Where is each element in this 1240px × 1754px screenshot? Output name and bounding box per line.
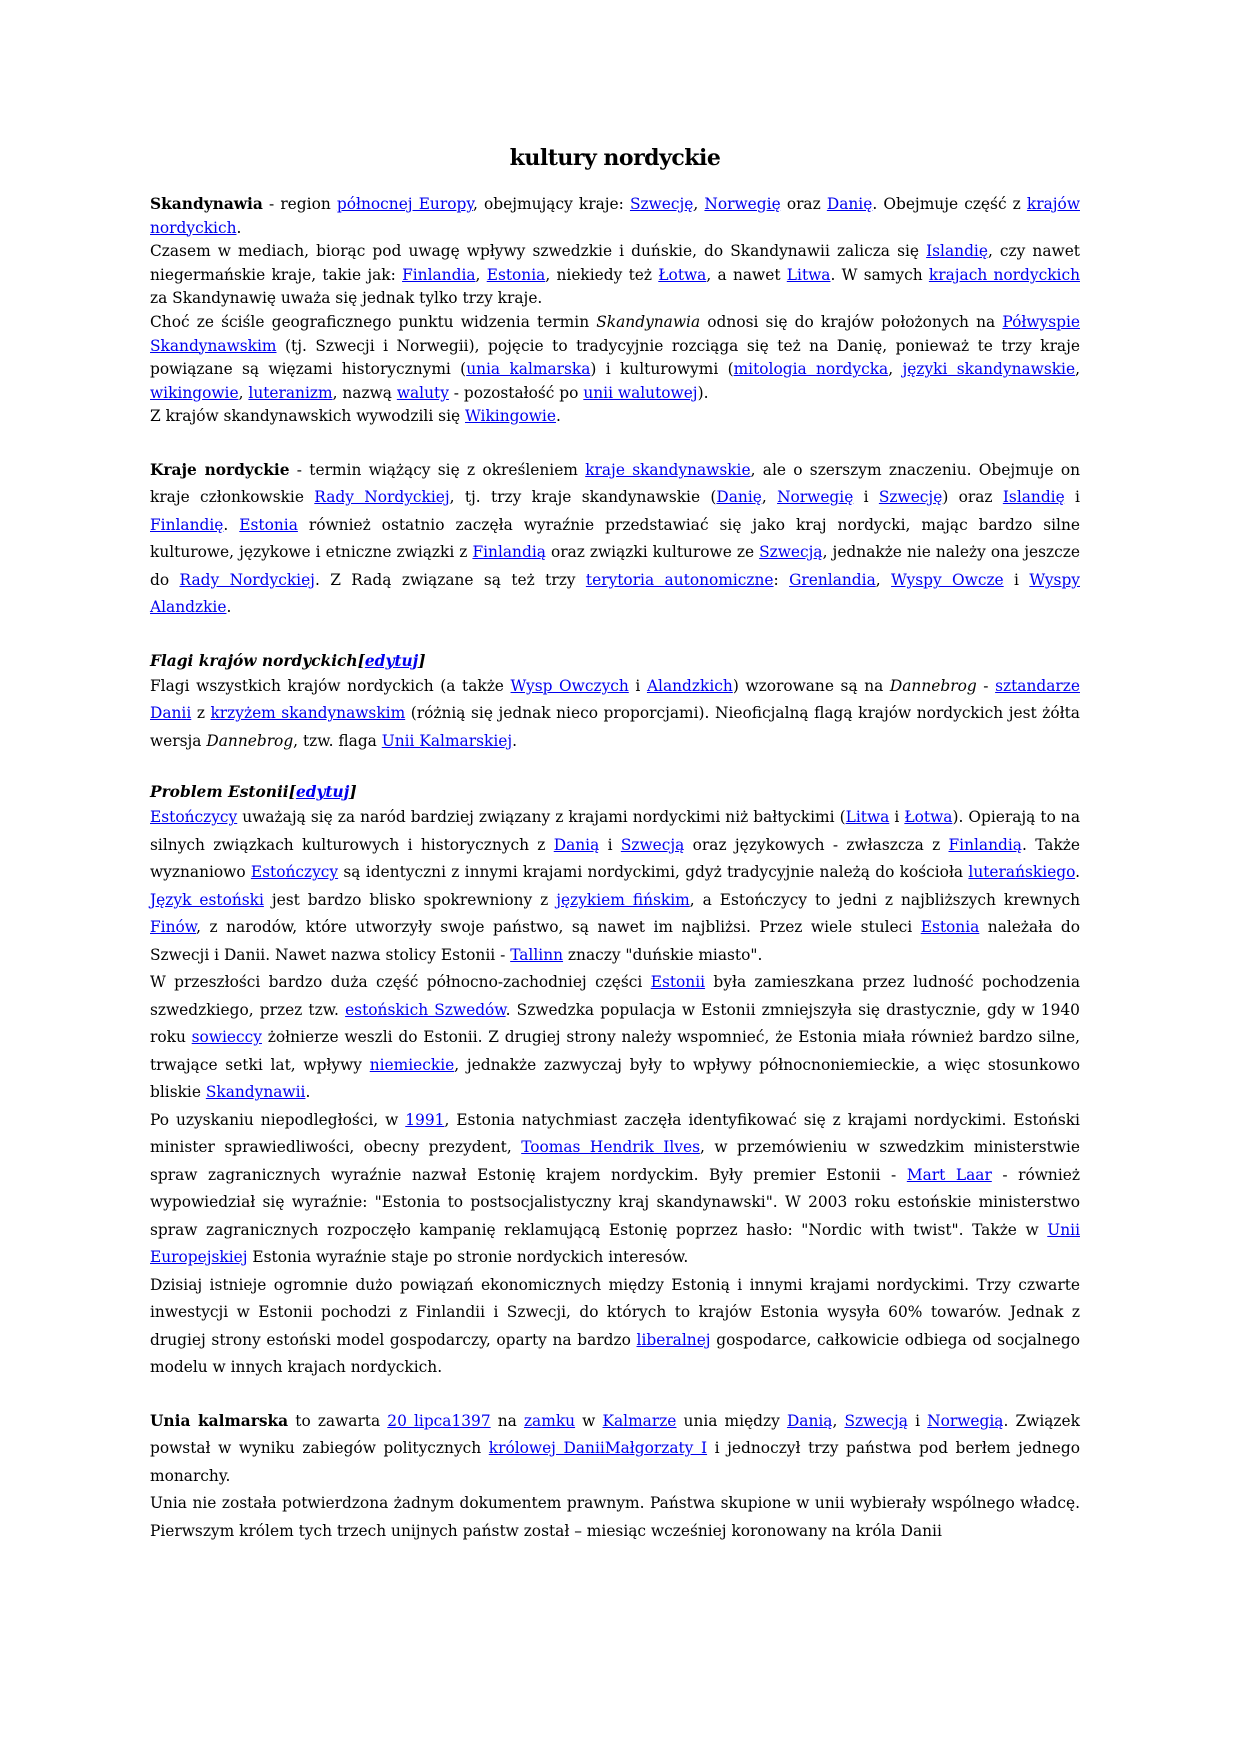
text: , jednakże zazwyczaj były to wpływy północnoniemieckie, a więc stosunkowo bliskie bbox=[150, 1055, 1080, 1102]
link[interactable]: wikingowie bbox=[150, 383, 239, 402]
text: Choć ze ściśle geograficznego punktu widzenia termin bbox=[150, 312, 597, 331]
link[interactable]: Szwecją bbox=[620, 835, 685, 854]
text: - bbox=[976, 676, 996, 695]
link[interactable]: Litwa bbox=[845, 808, 890, 827]
text: , z narodów, które utworzyły swoje państwo, są nawet im najbliżsi. Przez wiele stuleci bbox=[196, 918, 921, 937]
heading-text: ] bbox=[418, 651, 426, 670]
link[interactable]: Rady Nordyckiej bbox=[179, 570, 315, 589]
link[interactable]: 20 lipca1397 bbox=[387, 1411, 491, 1430]
text: należała do Szwecji i Danii. Nawet nazwa stolicy Estonii - bbox=[150, 918, 1080, 964]
text: Po uzyskaniu niepodległości, w bbox=[150, 1110, 406, 1129]
text: . bbox=[223, 515, 240, 534]
link[interactable]: zamku bbox=[523, 1411, 576, 1430]
text: i bbox=[908, 1411, 928, 1430]
text: ) oraz bbox=[942, 488, 1003, 507]
link[interactable]: Estonii bbox=[650, 973, 706, 992]
link[interactable]: Unii Kalmarskiej bbox=[381, 731, 513, 750]
paragraph bbox=[150, 673, 1080, 756]
link[interactable]: krajach nordyckich bbox=[928, 265, 1080, 284]
link[interactable]: językiem fińskim bbox=[556, 890, 690, 909]
paragraph bbox=[150, 1272, 1080, 1382]
text: i bbox=[628, 676, 647, 695]
link[interactable]: Estończycy bbox=[250, 863, 339, 882]
paragraph bbox=[150, 804, 1080, 969]
text: - region bbox=[262, 195, 337, 213]
text: z bbox=[191, 704, 211, 723]
text: znaczy "duńskie miasto". bbox=[563, 945, 763, 964]
text: , obejmujący kraje: bbox=[472, 195, 630, 213]
link[interactable]: Islandię bbox=[926, 242, 988, 261]
text: . Obejmuje część z bbox=[872, 195, 1027, 213]
text: i bbox=[889, 808, 905, 827]
document-page bbox=[150, 145, 1080, 1573]
link[interactable]: Alandzkich bbox=[646, 676, 733, 695]
section-skandynawia bbox=[150, 193, 1080, 429]
edit-link[interactable]: edytuj bbox=[364, 651, 419, 670]
paragraph bbox=[150, 193, 1080, 240]
text: i bbox=[1064, 488, 1080, 507]
text: , bbox=[832, 1411, 845, 1430]
text: Flagi wszystkich krajów nordyckich (a także bbox=[150, 676, 511, 695]
term: Skandynawia bbox=[150, 195, 263, 213]
link[interactable]: Norwegię bbox=[777, 488, 854, 507]
link[interactable]: Kalmarze bbox=[602, 1411, 677, 1430]
heading-text: Problem Estonii[ bbox=[150, 783, 296, 802]
text: , bbox=[761, 488, 778, 507]
link[interactable]: Danię bbox=[826, 195, 873, 213]
text: i bbox=[853, 488, 879, 507]
italic-term: Skandynawia bbox=[596, 312, 701, 331]
paragraph bbox=[150, 1490, 1080, 1545]
link[interactable]: Estonia bbox=[920, 918, 980, 937]
text: , bbox=[475, 265, 487, 284]
text: - pozostałość po bbox=[448, 383, 584, 402]
link[interactable]: unia kalmarska bbox=[466, 360, 591, 379]
link[interactable]: terytoria autonomiczne bbox=[585, 570, 774, 589]
heading-text: Flagi krajów nordyckich[ bbox=[150, 651, 365, 670]
text: uważają się za naród bardziej związany z krajami nordyckimi niż bałtyckimi ( bbox=[237, 808, 846, 827]
text: oraz związki kulturowe ze bbox=[545, 543, 760, 562]
link[interactable]: 1991 bbox=[405, 1110, 445, 1129]
heading-text: ] bbox=[349, 783, 357, 802]
link[interactable]: estońskich Szwedów bbox=[345, 1000, 506, 1019]
text: , w przemówieniu w szwedzkim ministerstwie spraw zagranicznych wyraźnie nazwał Estonię krajem nordyckim. Były premier Estonii - bbox=[150, 1138, 1080, 1184]
text: jest bardzo blisko spokrewniony z bbox=[263, 890, 557, 909]
text: : bbox=[773, 570, 790, 589]
text: i bbox=[599, 835, 621, 854]
text: , bbox=[888, 360, 903, 379]
italic-term: Dannebrog bbox=[206, 731, 294, 750]
text: w bbox=[575, 1411, 603, 1430]
link[interactable]: Szwecję bbox=[629, 195, 694, 213]
text: za Skandynawię uważa się jednak tylko trzy kraje. bbox=[150, 289, 543, 308]
link[interactable]: Estonia bbox=[239, 515, 298, 534]
text: , czy nawet niegermańskie kraje, takie jak: bbox=[150, 242, 1080, 284]
paragraph bbox=[150, 240, 1080, 311]
text: ) i kulturowymi ( bbox=[590, 360, 734, 379]
link[interactable]: Estonia bbox=[486, 265, 546, 284]
text: na bbox=[490, 1411, 524, 1430]
link[interactable]: Tallinn bbox=[510, 945, 564, 964]
section-unia-kalmarska bbox=[150, 1408, 1080, 1546]
link[interactable]: kraje skandynawskie bbox=[585, 460, 751, 479]
link[interactable]: północnej Europy bbox=[336, 195, 473, 213]
text: , bbox=[875, 570, 892, 589]
text: była zamieszkana przez ludność pochodzenia szwedzkiego, przez tzw. bbox=[150, 973, 1081, 1019]
text: Czasem w mediach, biorąc pod uwagę wpływy szwedzkie i duńskie, do Skandynawii zalicza się bbox=[150, 242, 927, 261]
paragraph bbox=[150, 969, 1080, 1107]
text: , a nawet bbox=[706, 265, 787, 284]
term: Kraje nordyckie bbox=[150, 460, 290, 479]
text: oraz językowych - zwłaszcza z bbox=[684, 835, 949, 854]
page-title: kultury nordyckie bbox=[509, 145, 721, 171]
text: . bbox=[555, 407, 561, 426]
text: ). bbox=[697, 383, 709, 402]
term: Unia kalmarska bbox=[150, 1411, 289, 1430]
link[interactable]: Wikingowie bbox=[465, 407, 556, 426]
text: unia między bbox=[676, 1411, 787, 1430]
link[interactable]: Wyspy Alandzkie bbox=[150, 570, 1080, 617]
text: (tj. Szwecji i Norwegii), pojęcie to tradycyjnie rozciąga się też na Danię, ponieważ te trzy kraje powiązane są więzami historycznymi ( bbox=[150, 336, 1080, 379]
text: żołnierze weszli do Estonii. Z drugiej strony należy wspomnieć, że Estonia miała również bardzo silne, trwające setki lat, wpływy bbox=[150, 1028, 1080, 1074]
text: , bbox=[238, 383, 249, 402]
text: . Także wyznaniowo bbox=[150, 835, 1080, 882]
text: , Estonia natychmiast zaczęła identyfikować się z krajami nordyckimi. Estoński minister sprawiedliwości, obecny prezydent, bbox=[150, 1110, 1080, 1157]
link[interactable]: Litwa bbox=[786, 265, 831, 284]
text: , niekiedy też bbox=[545, 265, 659, 284]
section-heading bbox=[150, 781, 1080, 804]
link[interactable]: luterańskiego bbox=[968, 863, 1076, 882]
link[interactable]: Wyspy Owcze bbox=[891, 570, 1004, 589]
link[interactable]: niemieckie bbox=[369, 1055, 455, 1074]
text: , a Estończycy to jedni z najbliższych krewnych bbox=[689, 890, 1080, 909]
link[interactable]: Finlandia bbox=[402, 265, 476, 284]
link[interactable]: Finlandią bbox=[948, 835, 1022, 854]
link[interactable]: Finlandię bbox=[150, 515, 224, 534]
text: , ale o szerszym znaczeniu. Obejmuje on kraje członkowskie bbox=[150, 460, 1080, 507]
section-heading bbox=[150, 650, 1080, 673]
link[interactable]: Unii Europejskiej bbox=[150, 1220, 1080, 1267]
text: . bbox=[512, 731, 518, 750]
text: Z krajów skandynawskich wywodzili się bbox=[150, 407, 465, 426]
link[interactable]: luteranizm bbox=[248, 383, 333, 402]
link[interactable]: Finlandią bbox=[472, 543, 546, 562]
text: . Szwedzka populacja w Estonii zmniejszyła się drastycznie, gdy w 1940 roku bbox=[150, 1000, 1080, 1047]
link[interactable]: Danią bbox=[553, 835, 600, 854]
text: są identyczni z innymi krajami nordyckimi, gdyż tradycyjnie należą do kościoła bbox=[338, 863, 969, 882]
text: to zawarta bbox=[288, 1411, 388, 1430]
text: Unia nie została potwierdzona żadnym dokumentem prawnym. Państwa skupione w unii wybierały wspólnego władcę. Pierwszym królem tych trzech unijnych państw został – miesiąc wcześniej koronowany na króla Danii bbox=[150, 1494, 1080, 1540]
link[interactable]: Danią bbox=[786, 1411, 833, 1430]
link[interactable]: Islandię bbox=[1002, 488, 1065, 507]
text: . bbox=[226, 598, 232, 617]
text: , jednakże nie należy ona jeszcze do bbox=[150, 543, 1080, 589]
text: ). Opierają to na silnych związkach kulturowych i historycznych z bbox=[150, 808, 1080, 854]
link[interactable]: Danię bbox=[716, 488, 762, 507]
text: . bbox=[305, 1083, 311, 1102]
link[interactable]: Łotwa bbox=[658, 265, 707, 284]
text: i bbox=[1003, 570, 1030, 589]
link[interactable]: Grenlandia bbox=[789, 570, 876, 589]
text: i jednoczył trzy państwa pod berłem jednego monarchy. bbox=[150, 1439, 1080, 1485]
section-kraje-nordyckie bbox=[150, 457, 1080, 622]
link[interactable]: języki skandynawskie bbox=[902, 360, 1076, 379]
text: . bbox=[1075, 863, 1080, 882]
link[interactable]: mitologia nordycka bbox=[733, 360, 889, 379]
text: - termin wiążący się z określeniem bbox=[289, 460, 586, 479]
text: , nazwą bbox=[332, 383, 397, 402]
link[interactable]: liberalnej bbox=[636, 1330, 711, 1349]
link[interactable]: Norwegię bbox=[704, 195, 781, 213]
link[interactable]: Szwecją bbox=[759, 543, 823, 562]
italic-term: Dannebrog bbox=[889, 676, 977, 695]
link[interactable]: królowej DaniiMałgorzaty I bbox=[488, 1439, 708, 1458]
link[interactable]: sztandarze Danii bbox=[150, 676, 1080, 723]
text: Dzisiaj istnieje ogromnie dużo powiązań ekonomicznych między Estonią i innymi krajami nordyckimi. Trzy czwarte inwestycji w Estonii pochodzi z Finlandii i Szwecji, do których to krajów Estonia wysyła 60% towarów. Jednak z drugiej strony estoński model gospodarczy, oparty na bardzo bbox=[150, 1275, 1080, 1349]
text: . bbox=[236, 218, 242, 237]
text: , tj. trzy kraje skandynawskie ( bbox=[449, 488, 717, 507]
text: - również wypowiedział się wyraźnie: "Estonia to postsocjalistyczny kraj skandynawski". W 2003 roku estońskie ministerstwo spraw zagranicznych rozpoczęło kampanię reklamującą Estonię poprzez hasło: "Nordic with twist". Także w bbox=[150, 1165, 1080, 1239]
text: gospodarce, całkowicie odbiega od socjalnego modelu w innych krajach nordyckich. bbox=[150, 1330, 1080, 1377]
link[interactable]: Szwecją bbox=[844, 1411, 908, 1430]
text: Estonia wyraźnie staje po stronie nordyckich interesów. bbox=[247, 1248, 689, 1267]
link[interactable]: Rady Nordyckiej bbox=[314, 488, 450, 507]
link[interactable]: Język estoński bbox=[150, 890, 264, 909]
link[interactable]: Skandynawii bbox=[205, 1083, 306, 1102]
link[interactable]: krajów nordyckich bbox=[150, 195, 1080, 237]
paragraph bbox=[150, 1408, 1080, 1491]
paragraph bbox=[150, 311, 1080, 405]
link[interactable]: Półwyspie Skandynawskim bbox=[150, 312, 1080, 355]
text: W przeszłości bardzo duża część północno-zachodniej części bbox=[150, 973, 651, 992]
text: również ostatnio zaczęła wyraźnie przedstawiać się jako kraj nordycki, mając bardzo silne kulturowe, językowe i etniczne związki z bbox=[150, 515, 1081, 562]
text: . Z Radą związane są też trzy bbox=[314, 570, 586, 589]
text: . W samych bbox=[830, 265, 929, 284]
link[interactable]: Łotwa bbox=[904, 808, 953, 827]
text: (różnią się jednak nieco proporcjami). Nieoficjalną flagą krajów nordyckich jest żółta wersja bbox=[150, 704, 1080, 750]
link[interactable]: Mart Laar bbox=[906, 1165, 992, 1184]
text: oraz bbox=[780, 195, 827, 213]
link[interactable]: Estończycy bbox=[150, 808, 238, 827]
section-problem-estonii bbox=[150, 781, 1080, 1382]
link[interactable]: unii walutowej bbox=[583, 383, 698, 402]
link[interactable]: Norwegią bbox=[927, 1411, 1004, 1430]
text: odnosi się do krajów położonych na bbox=[700, 312, 1003, 331]
text: , bbox=[693, 195, 705, 213]
link[interactable]: sowieccy bbox=[191, 1028, 262, 1047]
link[interactable]: Wysp Owczych bbox=[510, 676, 629, 695]
edit-link[interactable]: edytuj bbox=[295, 783, 350, 802]
text: ) wzorowane są na bbox=[732, 676, 890, 695]
text: , bbox=[1075, 360, 1080, 379]
paragraph bbox=[150, 1107, 1080, 1272]
link[interactable]: Szwecję bbox=[878, 488, 943, 507]
link[interactable]: waluty bbox=[396, 383, 449, 402]
paragraph bbox=[150, 457, 1080, 622]
section-flagi bbox=[150, 650, 1080, 756]
link[interactable]: krzyżem skandynawskim bbox=[210, 704, 406, 723]
link[interactable]: Toomas Hendrik Ilves bbox=[521, 1138, 700, 1157]
text: , tzw. flaga bbox=[293, 731, 382, 750]
text: . Związek powstał w wyniku zabiegów politycznych bbox=[150, 1411, 1080, 1458]
paragraph bbox=[150, 405, 1080, 429]
link[interactable]: Finów bbox=[150, 918, 197, 937]
